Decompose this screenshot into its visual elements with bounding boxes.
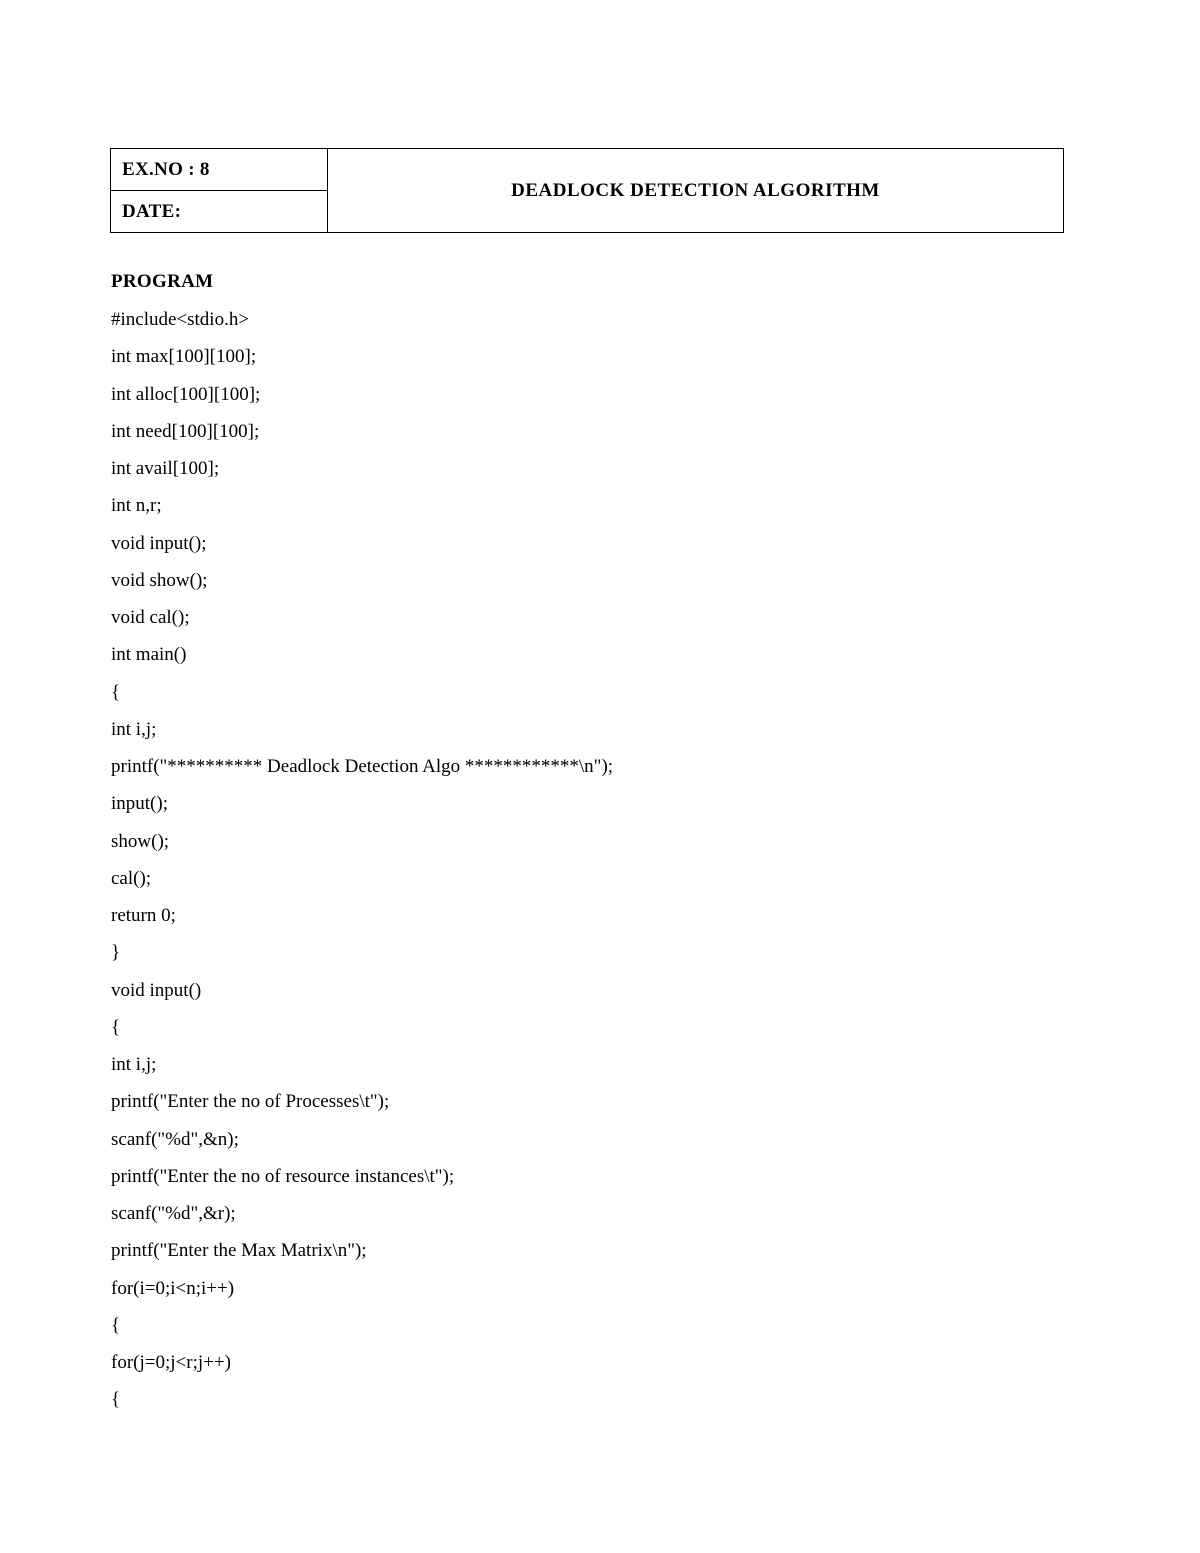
document-title: DEADLOCK DETECTION ALGORITHM [511, 179, 880, 201]
code-line: for(j=0;j<r;j++) [111, 1352, 231, 1373]
code-line: void show(); [111, 569, 208, 591]
code-line: printf("Enter the no of Processes\t"); [111, 1091, 390, 1113]
code-listing [111, 308, 613, 1426]
code-line: int need[100][100]; [111, 420, 260, 442]
code-line: input(); [111, 793, 168, 815]
code-line: void cal(); [111, 607, 190, 628]
header-left-column [111, 149, 328, 232]
code-line: void input() [111, 979, 202, 1001]
code-line: printf("Enter the no of resource instances\t"); [111, 1165, 455, 1187]
code-line: show(); [111, 830, 170, 852]
code-line: { [111, 681, 121, 703]
code-line: cal(); [111, 867, 152, 889]
code-line: int i,j; [111, 1054, 157, 1075]
code-line: scanf("%d",&r); [111, 1203, 236, 1224]
header-table [110, 148, 1064, 233]
code-line: int avail[100]; [111, 458, 220, 479]
code-line: #include<stdio.h> [111, 309, 250, 330]
code-line: for(i=0;i<n;i++) [111, 1277, 235, 1299]
program-heading: PROGRAM [111, 271, 214, 292]
code-line: { [111, 1389, 121, 1411]
exercise-number: EX.NO : 8 [111, 149, 327, 191]
code-line: scanf("%d",&n); [111, 1128, 239, 1150]
code-line: { [111, 1314, 121, 1336]
code-line: void input(); [111, 532, 207, 554]
code-line: printf("********** Deadlock Detection Algo ************\n"); [111, 756, 614, 777]
code-line: return 0; [111, 905, 176, 926]
code-line: int max[100][100]; [111, 346, 257, 368]
code-line: printf("Enter the Max Matrix\n"); [111, 1240, 367, 1262]
code-line: int main() [111, 644, 187, 666]
code-line: } [111, 942, 121, 964]
code-line: int i,j; [111, 718, 157, 740]
code-line: { [111, 1016, 121, 1038]
code-line: int alloc[100][100]; [111, 383, 261, 405]
code-line: int n,r; [111, 495, 162, 517]
date-label: DATE: [122, 200, 182, 222]
